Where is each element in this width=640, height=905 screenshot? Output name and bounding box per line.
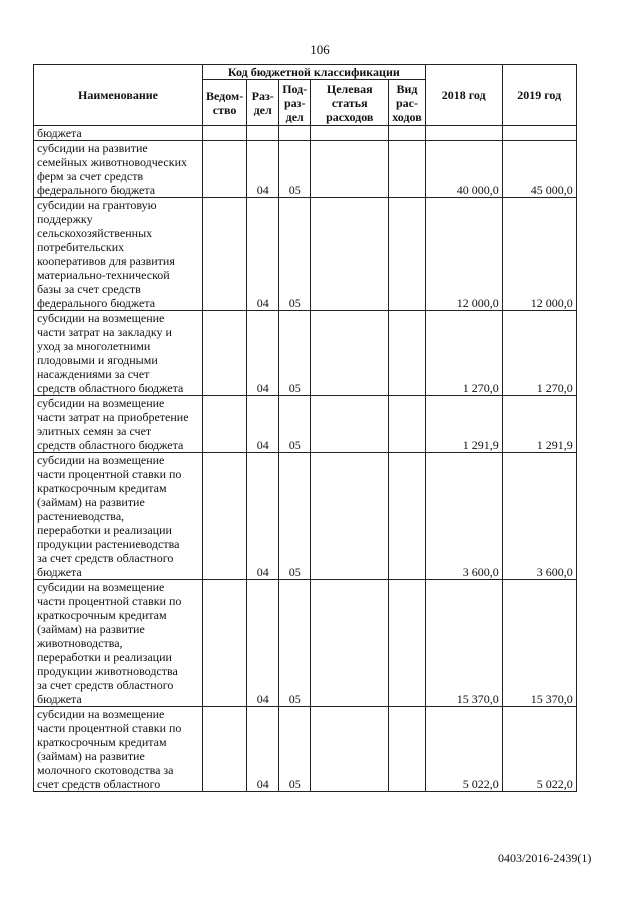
- row-razdel: 04: [247, 707, 279, 792]
- row-celevaya-statya: [311, 396, 389, 453]
- row-celevaya-statya: [311, 141, 389, 198]
- row-amount-2019: [502, 126, 576, 141]
- row-amount-2019: 1 270,0: [502, 311, 576, 396]
- table-row: [34, 311, 577, 396]
- row-amount-2018: 1 291,9: [425, 396, 502, 453]
- row-celevaya-statya: [311, 707, 389, 792]
- row-amount-2019: 45 000,0: [502, 141, 576, 198]
- row-razdel: 04: [247, 141, 279, 198]
- row-name: субсидии на возмещение части затрат на закладку и уход за многолетними плодовыми и ягодными насаждениями за счет средств областного бюджета: [34, 311, 203, 396]
- row-amount-2018: 12 000,0: [425, 198, 502, 311]
- row-amount-2019: 5 022,0: [502, 707, 576, 792]
- row-razdel: 04: [247, 580, 279, 707]
- row-vedomstvo: [203, 198, 247, 311]
- row-vedomstvo: [203, 707, 247, 792]
- row-amount-2018: 1 270,0: [425, 311, 502, 396]
- row-vedomstvo: [203, 126, 247, 141]
- table-row: [34, 453, 577, 580]
- table-row: [34, 126, 577, 141]
- row-razdel: 04: [247, 453, 279, 580]
- row-vid-rashodov: [389, 141, 425, 198]
- row-podrazdel: 05: [279, 580, 311, 707]
- header-celevaya-statya: Целевая статья расходов: [311, 80, 389, 126]
- budget-table: [33, 64, 577, 792]
- row-razdel: 04: [247, 311, 279, 396]
- row-amount-2018: 15 370,0: [425, 580, 502, 707]
- row-name: субсидии на грантовую поддержку сельскохозяйственных потребительских кооперативов для развития материально-технической базы за счет средств федерального бюджета: [34, 198, 203, 311]
- row-razdel: [247, 126, 279, 141]
- row-podrazdel: 05: [279, 396, 311, 453]
- row-name: субсидии на возмещение части процентной ставки по краткосрочным кредитам (займам) на развитие животноводства, переработки и реализации продукции животноводства за счет средств областного бюджета: [34, 580, 203, 707]
- row-podrazdel: 05: [279, 453, 311, 580]
- row-celevaya-statya: [311, 198, 389, 311]
- row-podrazdel: 05: [279, 707, 311, 792]
- row-name: бюджета: [34, 126, 203, 141]
- row-vedomstvo: [203, 141, 247, 198]
- row-razdel: 04: [247, 198, 279, 311]
- row-amount-2018: 5 022,0: [425, 707, 502, 792]
- row-celevaya-statya: [311, 580, 389, 707]
- row-podrazdel: 05: [279, 198, 311, 311]
- header-name: Наименование: [34, 65, 203, 126]
- table-row: [34, 580, 577, 707]
- row-amount-2018: 3 600,0: [425, 453, 502, 580]
- row-name: субсидии на развитие семейных животноводческих ферм за счет средств федерального бюджета: [34, 141, 203, 198]
- row-vedomstvo: [203, 396, 247, 453]
- row-amount-2018: [425, 126, 502, 141]
- row-name: субсидии на возмещение части затрат на приобретение элитных семян за счет средств областного бюджета: [34, 396, 203, 453]
- row-celevaya-statya: [311, 453, 389, 580]
- row-name: субсидии на возмещение части процентной ставки по краткосрочным кредитам (займам) на развитие растениеводства, переработки и реализации продукции растениеводства за счет средств областного бюджета: [34, 453, 203, 580]
- row-amount-2019: 12 000,0: [502, 198, 576, 311]
- table-row: [34, 396, 577, 453]
- table-row: [34, 141, 577, 198]
- row-vid-rashodov: [389, 311, 425, 396]
- row-vid-rashodov: [389, 580, 425, 707]
- row-vid-rashodov: [389, 126, 425, 141]
- row-amount-2019: 15 370,0: [502, 580, 576, 707]
- row-vedomstvo: [203, 580, 247, 707]
- row-razdel: 04: [247, 396, 279, 453]
- row-podrazdel: 05: [279, 311, 311, 396]
- document-code: 0403/2016-2439(1): [498, 851, 592, 865]
- row-vid-rashodov: [389, 707, 425, 792]
- header-vedomstvo: Ведом- ство: [203, 80, 247, 126]
- row-vedomstvo: [203, 311, 247, 396]
- table-row: [34, 198, 577, 311]
- row-podrazdel: [279, 126, 311, 141]
- table-row: [34, 707, 577, 792]
- header-year-2018: 2018 год: [425, 65, 502, 126]
- header-razdel: Раз- дел: [247, 80, 279, 126]
- row-amount-2019: 1 291,9: [502, 396, 576, 453]
- row-vid-rashodov: [389, 453, 425, 580]
- row-name: субсидии на возмещение части процентной ставки по краткосрочным кредитам (займам) на развитие молочного скотоводства за счет средств областного: [34, 707, 203, 792]
- header-year-2019: 2019 год: [502, 65, 576, 126]
- row-vid-rashodov: [389, 396, 425, 453]
- page-number: 106: [310, 42, 330, 57]
- header-vid-rashodov: Вид рас- ходов: [389, 80, 425, 126]
- row-vedomstvo: [203, 453, 247, 580]
- header-classification-code: Код бюджетной классификации: [203, 65, 426, 80]
- row-celevaya-statya: [311, 126, 389, 141]
- row-amount-2018: 40 000,0: [425, 141, 502, 198]
- header-podrazdel: Под- раз- дел: [279, 80, 311, 126]
- row-amount-2019: 3 600,0: [502, 453, 576, 580]
- row-vid-rashodov: [389, 198, 425, 311]
- row-podrazdel: 05: [279, 141, 311, 198]
- row-celevaya-statya: [311, 311, 389, 396]
